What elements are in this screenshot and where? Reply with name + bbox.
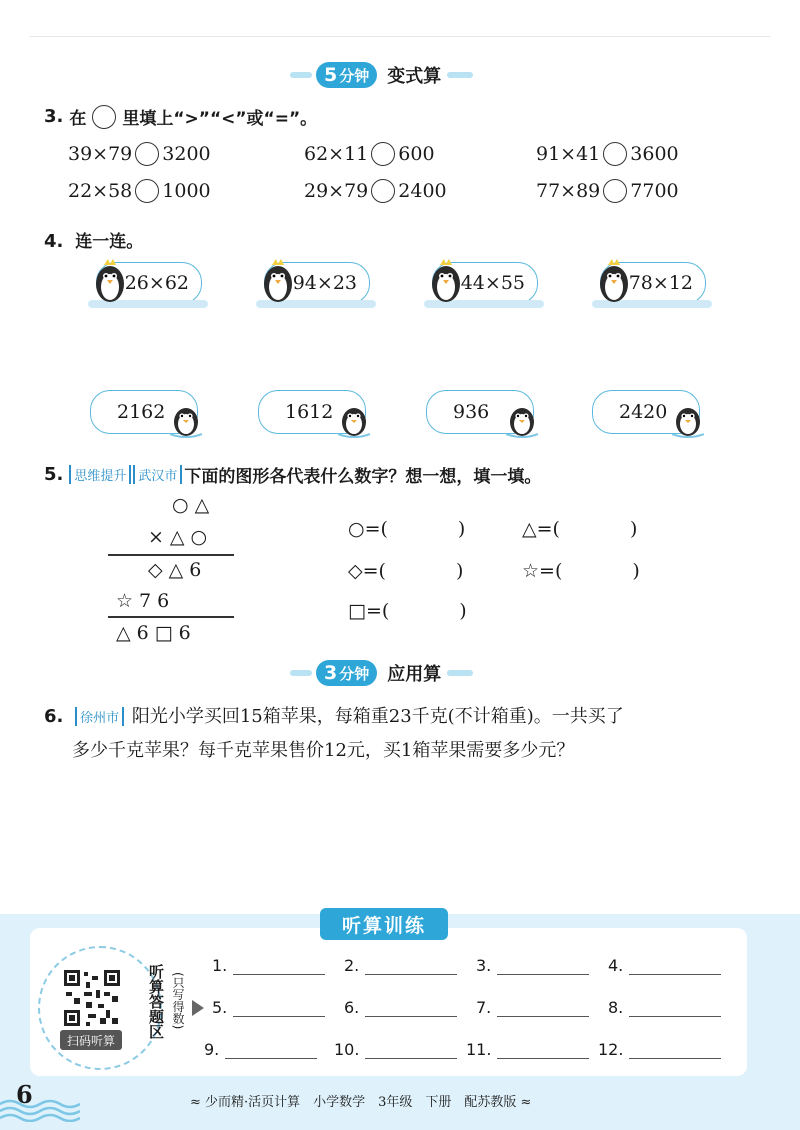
vertical-calc-row: △6□6	[116, 622, 197, 644]
match-card-label: 26×62	[124, 272, 189, 294]
vertical-calc-row: ○△	[172, 494, 216, 516]
calc-divider	[108, 554, 234, 556]
blank-line	[233, 1000, 325, 1017]
compare-left: 91×41	[536, 143, 601, 165]
blank-line	[233, 958, 325, 975]
blank-number: 3.	[476, 956, 492, 975]
question-6-line-2: 多少千克苹果？每千克苹果售价12元，买1箱苹果需要多少元？	[72, 740, 575, 761]
compare-right: 1000	[162, 180, 211, 202]
question-6	[44, 702, 624, 728]
compare-right: 3200	[162, 143, 211, 165]
section-banner-3min	[290, 656, 473, 690]
match-card-label: 2420	[619, 401, 668, 423]
vertical-calc-row: ☆76	[116, 590, 176, 612]
circle-blank-icon	[92, 105, 116, 129]
answer-blank[interactable]	[608, 998, 721, 1017]
compare-left: 29×79	[304, 180, 369, 202]
answer-circle	[348, 518, 465, 540]
compare-right: 600	[398, 143, 435, 165]
compare-circle-input[interactable]	[135, 179, 159, 203]
blank-number: 8.	[608, 998, 624, 1017]
compare-left: 77×89	[536, 180, 601, 202]
match-card-label: 1612	[285, 401, 334, 423]
tag-thinking: 思维提升	[69, 465, 131, 484]
banner-line-right	[447, 670, 473, 676]
vertical-calc-row: ×△○	[148, 526, 214, 548]
answer-star	[522, 560, 640, 582]
answer-area-label: 听算答题区	[147, 964, 165, 1039]
blank-number: 1.	[212, 956, 228, 975]
page-number: 6	[16, 1080, 33, 1109]
blank-number: 6.	[344, 998, 360, 1017]
answer-close: )	[632, 560, 640, 582]
section-title: 应用算	[387, 664, 442, 685]
compare-right: 2400	[398, 180, 447, 202]
section-title: 变式算	[387, 66, 442, 87]
blank-line	[225, 1042, 317, 1059]
question-text: 连一连。	[75, 232, 144, 252]
penguin-icon	[92, 256, 128, 304]
tag-city: 徐州市	[75, 707, 124, 726]
time-badge-unit: 分钟	[339, 66, 370, 85]
penguin-icon	[596, 256, 632, 304]
qr-code-icon[interactable]	[62, 968, 122, 1028]
answer-close: )	[457, 518, 466, 540]
question-text-a: 在	[69, 109, 87, 129]
compare-circle-input[interactable]	[603, 179, 627, 203]
question-text-b: 里填上“>”“<”或“=”。	[122, 109, 318, 129]
match-card-label: 936	[453, 401, 490, 423]
blank-line	[497, 1000, 589, 1017]
blank-line	[497, 1042, 589, 1059]
blank-number: 9.	[204, 1040, 220, 1059]
answer-diamond	[348, 560, 463, 582]
blank-line	[365, 1042, 457, 1059]
penguin-icon	[260, 256, 296, 304]
answer-blank[interactable]	[334, 1040, 457, 1059]
time-badge	[316, 62, 377, 88]
compare-circle-input[interactable]	[371, 179, 395, 203]
question-text: 下面的图形各代表什么数字？想一想，填一填。	[184, 467, 542, 487]
banner-line-right	[447, 72, 473, 78]
answer-blank[interactable]	[476, 998, 589, 1017]
question-number: 3.	[44, 106, 64, 127]
compare-left: 22×58	[68, 180, 133, 202]
penguin-icon	[672, 402, 704, 440]
answer-area-note: (只写得数)	[171, 972, 185, 1030]
arrow-right-icon	[192, 1000, 204, 1016]
answer-blank[interactable]	[476, 956, 589, 975]
question-number: 4.	[44, 231, 64, 252]
match-card-label: 78×12	[628, 272, 693, 294]
question-4-title	[44, 227, 143, 252]
match-card-label: 2162	[117, 401, 166, 423]
question-number: 6.	[44, 706, 64, 727]
question-3-title	[44, 104, 317, 129]
time-badge-number: 5	[324, 64, 338, 86]
calc-divider	[108, 616, 234, 618]
compare-left: 62×11	[304, 143, 369, 165]
blank-number: 2.	[344, 956, 360, 975]
question-5-title	[44, 462, 541, 487]
answer-label: ○=(	[348, 518, 388, 540]
blank-line	[629, 1000, 721, 1017]
answer-label: △=(	[522, 518, 560, 540]
compare-left: 39×79	[68, 143, 133, 165]
compare-item	[304, 179, 447, 203]
compare-item	[304, 142, 435, 166]
section-banner-5min	[290, 58, 473, 92]
banner-line-left	[290, 72, 312, 78]
blank-line	[629, 1042, 721, 1059]
scan-label: 扫码听算	[60, 1030, 122, 1050]
blank-number: 5.	[212, 998, 228, 1017]
vertical-calc-row: ◇△6	[148, 559, 208, 581]
blank-line	[497, 958, 589, 975]
blank-number: 10.	[334, 1040, 360, 1059]
blank-number: 11.	[466, 1040, 492, 1059]
penguin-icon	[170, 402, 202, 440]
top-rule	[30, 36, 770, 37]
blank-line	[365, 958, 457, 975]
compare-right: 7700	[630, 180, 679, 202]
compare-item	[68, 179, 211, 203]
answer-triangle	[522, 518, 637, 540]
time-badge-unit: 分钟	[339, 664, 370, 683]
compare-item	[536, 142, 679, 166]
answer-blank[interactable]	[598, 1040, 721, 1059]
question-number: 5.	[44, 464, 64, 485]
wave-decoration-icon	[0, 1098, 80, 1122]
time-badge	[316, 660, 377, 686]
answer-square	[348, 600, 467, 622]
penguin-icon	[428, 256, 464, 304]
blank-number: 4.	[608, 956, 624, 975]
answer-blank[interactable]	[204, 1040, 317, 1059]
answer-close: )	[455, 560, 464, 582]
answer-label: □=(	[348, 600, 390, 622]
answer-close: )	[629, 518, 638, 540]
question-line-1: 阳光小学买回15箱苹果，每箱重23千克(不计箱重)。一共买了	[131, 706, 624, 727]
answer-blank[interactable]	[344, 998, 457, 1017]
answer-label: ☆=(	[522, 560, 563, 582]
tag-city: 武汉市	[133, 465, 182, 484]
compare-circle-input[interactable]	[135, 142, 159, 166]
match-card-label: 94×23	[292, 272, 357, 294]
blank-number: 7.	[476, 998, 492, 1017]
blank-number: 12.	[598, 1040, 624, 1059]
blank-line	[629, 958, 721, 975]
penguin-icon	[338, 402, 370, 440]
answer-label: ◇=(	[348, 560, 386, 582]
blank-line	[365, 1000, 457, 1017]
footer-text: ≈ 少而精·活页计算 小学数学 3年级 下册 配苏教版 ≈	[190, 1095, 532, 1110]
time-badge-number: 3	[324, 662, 338, 684]
listening-title: 听算训练	[320, 908, 448, 940]
match-card-label: 44×55	[460, 272, 525, 294]
answer-blank[interactable]	[466, 1040, 589, 1059]
compare-item	[68, 142, 211, 166]
answer-close: )	[459, 600, 467, 622]
compare-circle-input[interactable]	[603, 142, 627, 166]
answer-blank[interactable]	[344, 956, 457, 975]
banner-line-left	[290, 670, 312, 676]
answer-blank[interactable]	[608, 956, 721, 975]
answer-blank[interactable]	[212, 998, 325, 1017]
compare-circle-input[interactable]	[371, 142, 395, 166]
compare-item	[536, 179, 679, 203]
answer-blank[interactable]	[212, 956, 325, 975]
compare-right: 3600	[630, 143, 679, 165]
penguin-icon	[506, 402, 538, 440]
